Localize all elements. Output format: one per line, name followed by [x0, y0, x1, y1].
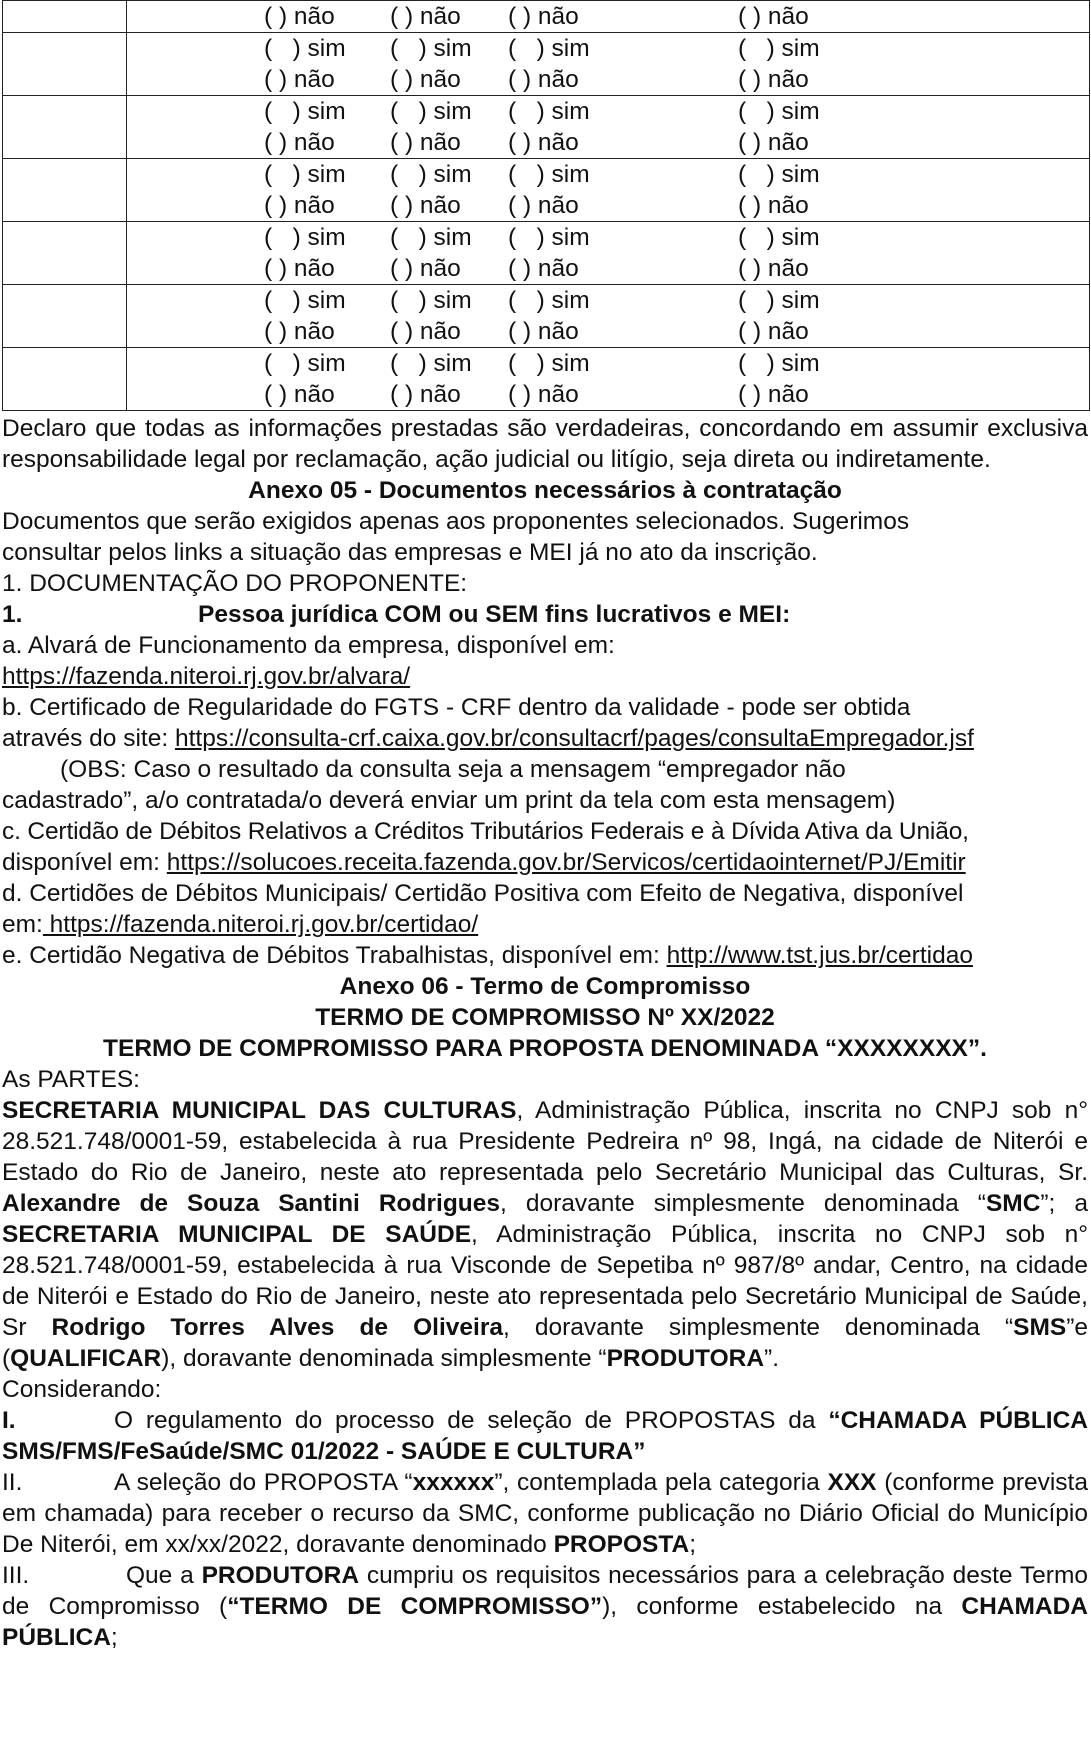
sim-option[interactable]: ( ) sim — [264, 161, 346, 188]
option-column — [264, 1, 390, 32]
considerando-label: Considerando: — [2, 1376, 162, 1403]
sim-option[interactable]: ( ) sim — [390, 287, 472, 314]
sim-option[interactable]: ( ) sim — [264, 287, 346, 314]
option-column — [390, 96, 508, 158]
fgts-link[interactable]: https://consulta-crf.caixa.gov.br/consultacrf/pages/consultaEmpregador.jsf — [174, 725, 974, 752]
partes-text-7: ), doravante denominada simplesmente “ — [161, 1345, 607, 1372]
annex-06-title: Anexo 06 - Termo de Compromisso — [339, 973, 751, 1000]
nao-option[interactable]: ( ) não — [508, 129, 579, 156]
table-row — [3, 1, 1090, 33]
item-ii-text-2: ”, contemplada pela categoria — [494, 1469, 828, 1496]
termo-number: TERMO DE COMPROMISSO Nº XX/2022 — [315, 1004, 775, 1031]
sim-option[interactable]: ( ) sim — [738, 161, 820, 188]
nao-option[interactable]: ( ) não — [738, 129, 809, 156]
sim-option[interactable]: ( ) sim — [508, 161, 590, 188]
sim-option[interactable]: ( ) sim — [264, 224, 346, 251]
nao-option[interactable]: ( ) não — [738, 66, 809, 93]
table-row — [3, 159, 1090, 222]
item-ii-text-4: ; — [689, 1531, 697, 1558]
table-row — [3, 222, 1090, 285]
tst-link[interactable]: http://www.tst.jus.br/certidao — [666, 942, 973, 969]
nao-option[interactable]: ( ) não — [264, 381, 335, 408]
table-cell — [127, 222, 1090, 285]
item-i-number: I. — [2, 1407, 16, 1434]
sim-option[interactable]: ( ) sim — [508, 98, 590, 125]
option-column — [508, 285, 738, 347]
sim-option[interactable]: ( ) sim — [264, 35, 346, 62]
item-ii-number: II. — [2, 1469, 23, 1496]
nao-option[interactable]: ( ) não — [738, 255, 809, 282]
sim-option[interactable]: ( ) sim — [508, 350, 590, 377]
table-cell-label — [3, 348, 127, 411]
partes-label: As PARTES: — [2, 1066, 140, 1093]
sim-option[interactable]: ( ) sim — [738, 224, 820, 251]
certidao-municipal-link[interactable]: https://fazenda.niteroi.rj.gov.br/certidao/ — [42, 911, 479, 938]
option-column — [738, 33, 938, 95]
partes-text-4: , Administração Pública, inscrita no CNPJ sob n° 28.521.748/0001-59, estabelecida à rua Visconde de Sepetiba nº 987/8º andar, Centro, na cidade de Niterói e Estado do Rio de Janeiro, neste ato representada pelo Secretário Municipal de Saúde, Sr — [2, 1221, 1088, 1341]
option-column — [264, 33, 390, 95]
nao-option[interactable]: ( ) não — [390, 129, 461, 156]
option-column — [508, 348, 738, 410]
sim-option[interactable]: ( ) sim — [264, 350, 346, 377]
option-column — [738, 1, 938, 32]
subsection-number: 1. — [2, 601, 23, 628]
obs-line2: cadastrado”, a/o contratada/o deverá enviar um print da tela com esta mensagem) — [2, 787, 896, 814]
table-row — [3, 96, 1090, 159]
table-cell — [127, 96, 1090, 159]
partes-text-2: , doravante simplesmente denominada “ — [500, 1190, 986, 1217]
nao-option[interactable]: ( ) não — [390, 381, 461, 408]
annex-05-title: Anexo 05 - Documentos necessários à contratação — [248, 477, 842, 504]
item-i-bold: “CHAMADA PÚBLICA SMS/FMS/FeSaúde/SMC 01/2022 - SAÚDE E CULTURA” — [2, 1407, 1088, 1465]
sim-option[interactable]: ( ) sim — [738, 98, 820, 125]
item-iii-text-4: ; — [110, 1624, 118, 1651]
partes-text-6: ”e ( — [2, 1314, 1088, 1372]
item-b-text: b. Certificado de Regularidade do FGTS - CRF dentro da validade - pode ser obtida — [2, 694, 911, 721]
sim-option[interactable]: ( ) sim — [738, 35, 820, 62]
item-ii-text-1: A seleção do PROPOSTA “ — [114, 1469, 413, 1496]
nao-option[interactable]: ( ) não — [738, 192, 809, 219]
option-column — [390, 33, 508, 95]
item-b-text2: através do site: — [2, 725, 175, 752]
nao-option[interactable]: ( ) não — [390, 66, 461, 93]
item-iii-text-2: cumpriu os requisitos necessários para a celebração deste Termo de Compromisso ( — [2, 1562, 1088, 1620]
nao-option[interactable]: ( ) não — [264, 3, 335, 30]
options-table — [2, 0, 1090, 411]
table-row — [3, 285, 1090, 348]
table-cell — [127, 1, 1090, 33]
item-iii-number: III. — [2, 1562, 30, 1589]
sms-secretary-name: Rodrigo Torres Alves de Oliveira — [51, 1314, 503, 1341]
sim-option[interactable]: ( ) sim — [390, 224, 472, 251]
table-cell — [127, 33, 1090, 96]
option-column — [390, 222, 508, 284]
option-column — [738, 285, 938, 347]
item-ii-bold-1: xxxxxx — [412, 1469, 495, 1496]
option-column — [390, 1, 508, 32]
item-d-text: d. Certidões de Débitos Municipais/ Certidão Positiva com Efeito de Negativa, disponível — [2, 880, 964, 907]
option-column — [264, 285, 390, 347]
nao-option[interactable]: ( ) não — [390, 318, 461, 345]
considerando-item-i — [2, 1405, 1088, 1467]
item-e-text: e. Certidão Negativa de Débitos Trabalhistas, disponível em: — [2, 942, 667, 969]
considerando-item-ii — [2, 1467, 1088, 1560]
subsection-heading — [2, 599, 1088, 630]
option-column — [738, 348, 938, 410]
option-column — [390, 285, 508, 347]
table-row — [3, 348, 1090, 411]
annex-05-intro-line2: consultar pelos links a situação das empresas e MEI já no ato da inscrição. — [2, 539, 818, 566]
nao-option[interactable]: ( ) não — [264, 318, 335, 345]
nao-option[interactable]: ( ) não — [508, 255, 579, 282]
qualificar-text: QUALIFICAR — [10, 1345, 162, 1372]
nao-option[interactable]: ( ) não — [264, 192, 335, 219]
smc-abbr: SMC — [985, 1190, 1041, 1217]
sim-option[interactable]: ( ) sim — [390, 161, 472, 188]
nao-option[interactable]: ( ) não — [738, 3, 809, 30]
smc-name: SECRETARIA MUNICIPAL DAS CULTURAS — [2, 1097, 517, 1124]
table-cell-label — [3, 222, 127, 285]
option-column — [508, 159, 738, 221]
nao-option[interactable]: ( ) não — [390, 3, 461, 30]
termo-title: TERMO DE COMPROMISSO PARA PROPOSTA DENOMINADA “XXXXXXXX”. — [103, 1035, 987, 1062]
option-column — [508, 1, 738, 32]
receita-link[interactable]: https://solucoes.receita.fazenda.gov.br/Servicos/certidaointernet/PJ/Emitir — [166, 849, 966, 876]
option-column — [264, 159, 390, 221]
sms-name: SECRETARIA MUNICIPAL DE SAÚDE — [2, 1221, 472, 1248]
table-cell — [127, 159, 1090, 222]
sim-option[interactable]: ( ) sim — [264, 98, 346, 125]
subsection-title: Pessoa jurídica COM ou SEM fins lucrativos e MEI: — [198, 601, 791, 628]
sim-option[interactable]: ( ) sim — [390, 350, 472, 377]
section-heading: 1. DOCUMENTAÇÃO DO PROPONENTE: — [2, 570, 468, 597]
item-iii-text-1: Que a — [126, 1562, 202, 1589]
nao-option[interactable]: ( ) não — [738, 318, 809, 345]
declaration-text: Declaro que todas as informações prestadas são verdadeiras, concordando em assumir exclusiva responsabilidade legal por reclamação, ação judicial ou litígio, seja direta ou indiretamente. — [2, 415, 1088, 473]
partes-text-8: ”. — [764, 1345, 779, 1372]
item-ii-bold-2: XXX — [827, 1469, 877, 1496]
table-cell — [127, 285, 1090, 348]
table-cell-label — [3, 285, 127, 348]
item-d-text2: em: — [2, 911, 43, 938]
item-iii-text-3: ), conforme estabelecido na — [602, 1593, 962, 1620]
item-i-text: O regulamento do processo de seleção de PROPOSTAS da — [114, 1407, 829, 1434]
nao-option[interactable]: ( ) não — [508, 192, 579, 219]
partes-paragraph — [2, 1095, 1088, 1374]
sim-option[interactable]: ( ) sim — [390, 35, 472, 62]
option-column — [508, 96, 738, 158]
sim-option[interactable]: ( ) sim — [390, 98, 472, 125]
nao-option[interactable]: ( ) não — [508, 381, 579, 408]
item-ii-bold-3: PROPOSTA — [553, 1531, 690, 1558]
option-column — [738, 222, 938, 284]
smc-secretary-name: Alexandre de Souza Santini Rodrigues — [2, 1190, 501, 1217]
nao-option[interactable]: ( ) não — [264, 129, 335, 156]
nao-option[interactable]: ( ) não — [390, 192, 461, 219]
considerando-item-iii — [2, 1560, 1088, 1653]
sms-abbr: SMS — [1013, 1314, 1067, 1341]
partes-text-5: , doravante simplesmente denominada “ — [503, 1314, 1014, 1341]
sim-option[interactable]: ( ) sim — [508, 224, 590, 251]
nao-option[interactable]: ( ) não — [738, 381, 809, 408]
table-cell-label — [3, 1, 127, 33]
sim-option[interactable]: ( ) sim — [738, 287, 820, 314]
sim-option[interactable]: ( ) sim — [508, 35, 590, 62]
nao-option[interactable]: ( ) não — [264, 255, 335, 282]
option-column — [508, 222, 738, 284]
partes-text-1: , Administração Pública, inscrita no CNPJ sob n° 28.521.748/0001-59, estabelecida à rua Presidente Pedreira nº 98, Ingá, na cidade de Niterói e Estado do Rio de Janeiro, neste ato representada pelo Secretário Municipal das Culturas, Sr. — [2, 1097, 1088, 1186]
nao-option[interactable]: ( ) não — [508, 66, 579, 93]
sim-option[interactable]: ( ) sim — [738, 350, 820, 377]
item-c-text2: disponível em: — [2, 849, 167, 876]
option-column — [738, 96, 938, 158]
item-ii-text-3: (conforme prevista em chamada) para receber o recurso da SMC, conforme publicação no Diário Oficial do Município De Niterói, em xx/xx/2022, doravante denominado — [2, 1469, 1088, 1558]
produtora-abbr: PRODUTORA — [606, 1345, 765, 1372]
option-column — [390, 159, 508, 221]
option-column — [508, 33, 738, 95]
item-iii-bold-3: CHAMADA PÚBLICA — [2, 1593, 1088, 1651]
option-column — [738, 159, 938, 221]
alvara-link[interactable]: https://fazenda.niteroi.rj.gov.br/alvara/ — [2, 663, 411, 690]
nao-option[interactable]: ( ) não — [390, 255, 461, 282]
item-iii-bold-2: “TERMO DE COMPROMISSO” — [227, 1593, 603, 1620]
option-column — [264, 222, 390, 284]
table-cell-label — [3, 96, 127, 159]
obs-line1: (OBS: Caso o resultado da consulta seja a mensagem “empregador não — [60, 756, 846, 783]
table-cell — [127, 348, 1090, 411]
annex-05-intro-line1: Documentos que serão exigidos apenas aos proponentes selecionados. Sugerimos — [2, 508, 910, 535]
sim-option[interactable]: ( ) sim — [508, 287, 590, 314]
item-c-text: c. Certidão de Débitos Relativos a Créditos Tributários Federais e à Dívida Ativa da União, — [2, 818, 969, 845]
option-column — [264, 96, 390, 158]
nao-option[interactable]: ( ) não — [264, 66, 335, 93]
partes-text-3: ”; a — [1040, 1190, 1088, 1217]
option-column — [390, 348, 508, 410]
nao-option[interactable]: ( ) não — [508, 318, 579, 345]
table-cell-label — [3, 159, 127, 222]
table-row — [3, 33, 1090, 96]
item-a-text: a. Alvará de Funcionamento da empresa, disponível em: — [2, 632, 615, 659]
nao-option[interactable]: ( ) não — [508, 3, 579, 30]
item-iii-bold-1: PRODUTORA — [201, 1562, 360, 1589]
table-cell-label — [3, 33, 127, 96]
option-column — [264, 348, 390, 410]
